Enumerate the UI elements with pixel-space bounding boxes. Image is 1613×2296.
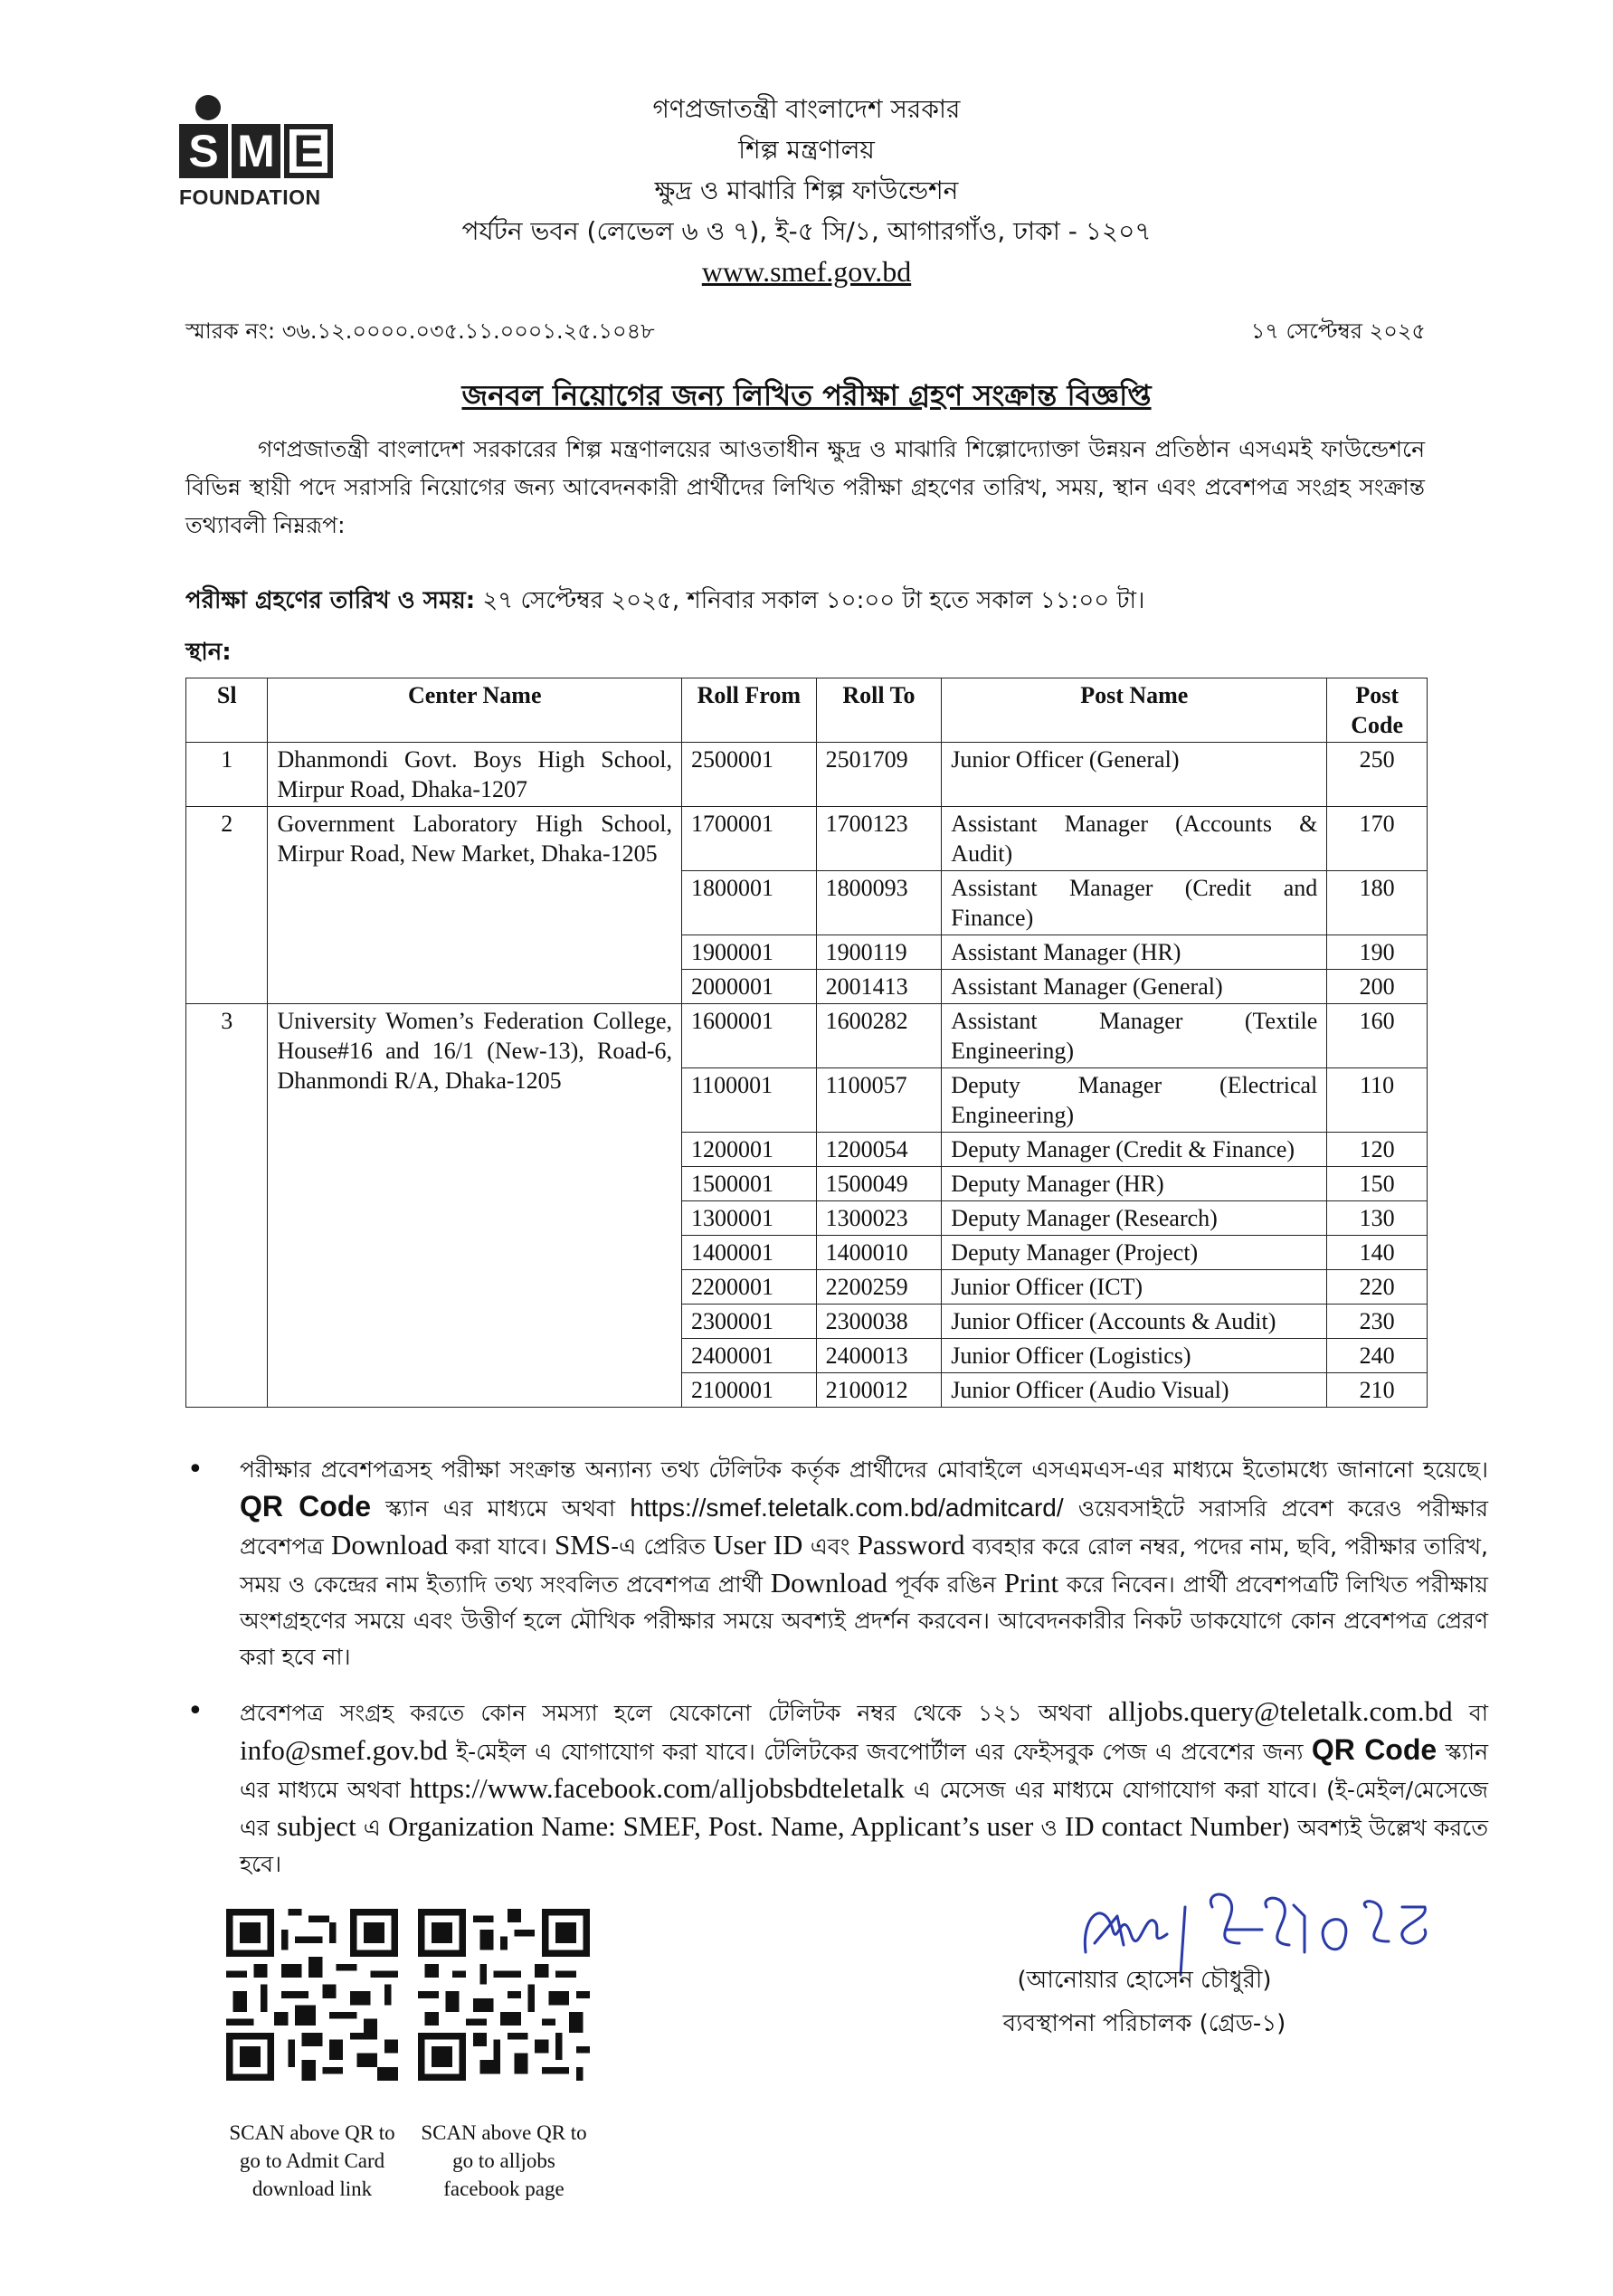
cell-post-code: 150 xyxy=(1327,1167,1428,1201)
admit-card-qr xyxy=(226,1909,398,2203)
note-text: পরীক্ষার প্রবেশপত্রসহ পরীক্ষা সংক্রান্ত অন্যান্য তথ্য টেলিটক কর্তৃক প্রার্থীদের মোবাইলে এসএমএস-এর মাধ্যমে ইতোমধ্যে জানানো হয়েছে। xyxy=(240,1456,1488,1483)
sms-term: SMS xyxy=(555,1529,612,1561)
download-term: Download xyxy=(331,1529,449,1561)
logo-subtitle: FOUNDATION xyxy=(179,185,321,209)
cell-post-code: 250 xyxy=(1327,743,1428,807)
subject-term: subject xyxy=(276,1810,356,1842)
cell-roll-from: 2100001 xyxy=(682,1373,817,1408)
cell-roll-from: 1600001 xyxy=(682,1004,817,1068)
cell-post-name: Deputy Manager (Research) xyxy=(942,1201,1327,1236)
id-contact-term: ID contact Number xyxy=(1064,1810,1282,1842)
memo-number: স্মারক নং: ৩৬.১২.০০০০.০৩৫.১১.০০০১.২৫.১০৪৮ xyxy=(185,318,655,344)
cell-post-code: 130 xyxy=(1327,1201,1428,1236)
teletalk-email[interactable]: alljobs.query@teletalk.com.bd xyxy=(1108,1695,1453,1727)
cell-roll-to: 1200054 xyxy=(816,1133,942,1167)
note-text: স্ক্যান এর মাধ্যমে অথবা xyxy=(371,1495,631,1522)
note-text: এ xyxy=(356,1815,388,1841)
intro-paragraph: গণপ্রজাতন্ত্রী বাংলাদেশ সরকারের শিল্প মন্ত্রণালয়ের আওতাধীন ক্ষুদ্র ও মাঝারি শিল্পোদ্যোক্তা উন্নয়ন প্রতিষ্ঠান এসএমই ফাউন্ডেশনে বিভিন্ন স্থায়ী পদে সরাসরি নিয়োগের জন্য আবেদনকারী প্রার্থীদের লিখিত পরীক্ষা গ্রহণের তারিখ, সময়, স্থান এবং প্রবেশপত্র সংগ্রহ সংক্রান্ত তথ্যাবলী নিম্নরূপ: xyxy=(185,436,1425,538)
note-text: পূর্বক রঙিন xyxy=(887,1571,1004,1598)
letterhead xyxy=(0,89,1613,292)
cell-roll-to: 1300023 xyxy=(816,1201,942,1236)
instruction-admit-card xyxy=(240,1452,1488,1675)
cell-post-name: Assistant Manager (HR) xyxy=(942,935,1327,970)
cell-post-name: Junior Officer (Audio Visual) xyxy=(942,1373,1327,1408)
cell-roll-from: 2000001 xyxy=(682,970,817,1004)
cell-roll-to: 2200259 xyxy=(816,1270,942,1305)
instruction-contact xyxy=(240,1694,1488,1883)
facebook-url[interactable]: https://www.facebook.com/alljobsbdteletalk xyxy=(409,1772,905,1804)
cell-post-code: 210 xyxy=(1327,1373,1428,1408)
admit-card-url[interactable]: https://smef.teletalk.com.bd/admitcard/ xyxy=(630,1494,1064,1522)
cell-post-code: 200 xyxy=(1327,970,1428,1004)
signatory-name: (আনোয়ার হোসেন চৌধুরী) xyxy=(1017,1967,1272,1994)
cell-post-name: Junior Officer (ICT) xyxy=(942,1270,1327,1305)
cell-post-name: Assistant Manager (General) xyxy=(942,970,1327,1004)
facebook-page-qr xyxy=(418,1909,590,2203)
header-line-address: পর্যটন ভবন (লেভেল ৬ ও ৭), ই-৫ সি/১, আগারগাঁও, ঢাকা - ১২০৭ xyxy=(461,216,1152,246)
note-text: ব্যবহার করে রোল নম্বর, পদের নাম, ছবি, পরীক্ষার তারিখ, সময় ও কেন্দ্রের নাম ইত্যাদি তথ্য সংবলিত প্রবেশপত্র প্রার্থী xyxy=(240,1533,1489,1598)
cell-roll-to: 1800093 xyxy=(816,871,942,935)
cell-roll-from: 1800001 xyxy=(682,871,817,935)
cell-post-code: 240 xyxy=(1327,1339,1428,1373)
note-text: প্রবেশপত্র সংগ্রহ করতে কোন সমস্যা হলে যেকোনো টেলিটক নম্বর থেকে ১২১ অথবা xyxy=(240,1700,1109,1726)
signatory-designation: ব্যবস্থাপনা পরিচালক (গ্রেড-১) xyxy=(1002,2010,1286,2037)
qr-code-icon[interactable] xyxy=(418,1909,590,2081)
note-text: এ মেসেজ এর মাধ্যমে যোগাযোগ করা যাবে। (ই-মেইল/মেসেজে এর xyxy=(240,1777,1489,1841)
note-text: ) অবশ্যই উল্লেখ করতে হবে। xyxy=(240,1815,1488,1877)
exam-date-value: ২৭ সেপ্টেম্বর ২০২৫, শনিবার সকাল ১০:০০ টা হতে সকাল ১১:০০ টা। xyxy=(475,587,1145,614)
cell-roll-to: 1700123 xyxy=(816,807,942,871)
cell-post-name: Assistant Manager (Textile Engineering) xyxy=(942,1004,1327,1068)
cell-post-code: 170 xyxy=(1327,807,1428,871)
header-center-name: Center Name xyxy=(268,678,682,743)
cell-roll-from: 2200001 xyxy=(682,1270,817,1305)
cell-roll-to: 2100012 xyxy=(816,1373,942,1408)
cell-post-code: 140 xyxy=(1327,1236,1428,1270)
cell-roll-from: 1200001 xyxy=(682,1133,817,1167)
header-roll-from: Roll From xyxy=(682,678,817,743)
note-text: করে নিবেন। প্রার্থী প্রবেশপত্রটি লিখিত পরীক্ষায় অংশগ্রহণের সময়ে এবং উত্তীর্ণ হলে মৌখিক পরীক্ষার সময়ে অবশ্যই প্রদর্শন করবেন। আবেদনকারীর নিকট ডাকযোগে কোন প্রবেশপত্র প্রেরণ করা হবে না। xyxy=(240,1571,1488,1670)
smef-email[interactable]: info@smef.gov.bd xyxy=(240,1734,448,1766)
qr-caption: SCAN above QR to go to Admit Card download link xyxy=(229,2121,395,2200)
note-text: ও xyxy=(1033,1815,1065,1841)
header-line-ministry: শিল্প মন্ত্রণালয় xyxy=(738,135,875,165)
logo-letter-m: M xyxy=(232,124,280,178)
header-line-government: গণপ্রজাতন্ত্রী বাংলাদেশ সরকার xyxy=(652,94,961,124)
cell-post-name: Assistant Manager (Accounts & Audit) xyxy=(942,807,1327,871)
header-website: www.smef.gov.bd xyxy=(701,255,912,288)
cell-roll-to: 2501709 xyxy=(816,743,942,807)
cell-roll-from: 1400001 xyxy=(682,1236,817,1270)
exam-centers-table xyxy=(185,678,1428,1408)
print-term: Print xyxy=(1003,1567,1059,1599)
note-text: বা xyxy=(1452,1700,1488,1726)
cell-post-name: Deputy Manager (Credit & Finance) xyxy=(942,1133,1327,1167)
cell-roll-to: 1500049 xyxy=(816,1167,942,1201)
cell-roll-to: 1600282 xyxy=(816,1004,942,1068)
cell-roll-to: 1900119 xyxy=(816,935,942,970)
cell-post-code: 180 xyxy=(1327,871,1428,935)
header-sl: Sl xyxy=(186,678,268,743)
cell-post-code: 110 xyxy=(1327,1068,1428,1133)
cell-post-name: Deputy Manager (Project) xyxy=(942,1236,1327,1270)
cell-post-name: Deputy Manager (Electrical Engineering) xyxy=(942,1068,1327,1133)
cell-post-code: 160 xyxy=(1327,1004,1428,1068)
cell-roll-from: 2300001 xyxy=(682,1305,817,1339)
table-header-row xyxy=(186,678,1428,743)
password-term: Password xyxy=(857,1529,965,1561)
cell-roll-to: 2400013 xyxy=(816,1339,942,1373)
note-text: এবং xyxy=(802,1533,858,1560)
cell-roll-from: 1100001 xyxy=(682,1068,817,1133)
header-post-name: Post Name xyxy=(942,678,1327,743)
organization-term: Organization Name: SMEF, Post. Name, Applicant’s user xyxy=(387,1810,1034,1842)
cell-center-name: Dhanmondi Govt. Boys High School, Mirpur Road, Dhaka-1207 xyxy=(268,743,682,807)
cell-roll-from: 1300001 xyxy=(682,1201,817,1236)
qr-code-icon[interactable] xyxy=(226,1909,398,2081)
signatory xyxy=(936,1959,1352,2045)
cell-post-name: Junior Officer (General) xyxy=(942,743,1327,807)
header-post-code: Post Code xyxy=(1327,678,1428,743)
cell-roll-from: 1500001 xyxy=(682,1167,817,1201)
note-text: -এ প্রেরিত xyxy=(611,1533,714,1560)
cell-roll-from: 1700001 xyxy=(682,807,817,871)
logo-letter-e: E xyxy=(284,124,333,178)
download-term: Download xyxy=(770,1567,887,1599)
cell-post-name: Junior Officer (Accounts & Audit) xyxy=(942,1305,1327,1339)
instruction-list xyxy=(185,1452,1488,1901)
note-text: ই-মেইল এ যোগাযোগ করা যাবে। টেলিটকের জবপোর্টাল এর ফেইসবুক পেজ এ প্রবেশের জন্য xyxy=(447,1739,1312,1765)
cell-post-name: Deputy Manager (HR) xyxy=(942,1167,1327,1201)
cell-post-code: 120 xyxy=(1327,1133,1428,1167)
cell-sl: 2 xyxy=(186,807,268,1004)
cell-roll-from: 2400001 xyxy=(682,1339,817,1373)
place-label: স্থান: xyxy=(185,639,232,666)
table-row xyxy=(186,1004,1428,1068)
cell-sl: 3 xyxy=(186,1004,268,1408)
cell-post-name: Junior Officer (Logistics) xyxy=(942,1339,1327,1373)
cell-post-code: 220 xyxy=(1327,1270,1428,1305)
user-id-term: User ID xyxy=(713,1529,803,1561)
cell-roll-to: 2001413 xyxy=(816,970,942,1004)
cell-sl: 1 xyxy=(186,743,268,807)
cell-roll-from: 2500001 xyxy=(682,743,817,807)
note-text: করা যাবে। xyxy=(448,1533,555,1560)
cell-roll-to: 1400010 xyxy=(816,1236,942,1270)
exam-date-label: পরীক্ষা গ্রহণের তারিখ ও সময়: xyxy=(185,587,476,614)
notice-date: ১৭ সেপ্টেম্বর ২০২৫ xyxy=(1250,318,1426,344)
note-text: ওয়েবসাইটে সরাসরি প্রবেশ করেও পরীক্ষার প্রবেশপত্র xyxy=(240,1495,1489,1560)
cell-center-name: University Women’s Federation College, House#16 and 16/1 (New-13), Road-6, Dhanmondi R/A, Dhaka-1205 xyxy=(268,1004,682,1408)
qr-code-term: QR Code xyxy=(1311,1733,1437,1766)
cell-post-name: Assistant Manager (Credit and Finance) xyxy=(942,871,1327,935)
header-line-organization: ক্ষুদ্র ও মাঝারি শিল্প ফাউন্ডেশন xyxy=(654,176,959,205)
note-text: স্ক্যান এর মাধ্যমে অথবা xyxy=(240,1739,1488,1803)
cell-center-name: Government Laboratory High School, Mirpur Road, New Market, Dhaka-1205 xyxy=(268,807,682,1004)
qr-caption: SCAN above QR to go to alljobs facebook page xyxy=(421,2121,587,2200)
qr-code-term: QR Code xyxy=(240,1490,372,1523)
table-row xyxy=(186,807,1428,871)
exam-date-time xyxy=(185,582,1144,621)
cell-post-code: 230 xyxy=(1327,1305,1428,1339)
header-roll-to: Roll To xyxy=(816,678,942,743)
notice-title-text: জনবল নিয়োগের জন্য লিখিত পরীক্ষা গ্রহণ সংক্রান্ত বিজ্ঞপ্তি xyxy=(461,378,1152,413)
notice-title xyxy=(0,373,1613,422)
logo-letter-s: S xyxy=(179,124,228,178)
table-row xyxy=(186,743,1428,807)
cell-roll-to: 2300038 xyxy=(816,1305,942,1339)
cell-post-code: 190 xyxy=(1327,935,1428,970)
cell-roll-from: 1900001 xyxy=(682,935,817,970)
cell-roll-to: 1100057 xyxy=(816,1068,942,1133)
